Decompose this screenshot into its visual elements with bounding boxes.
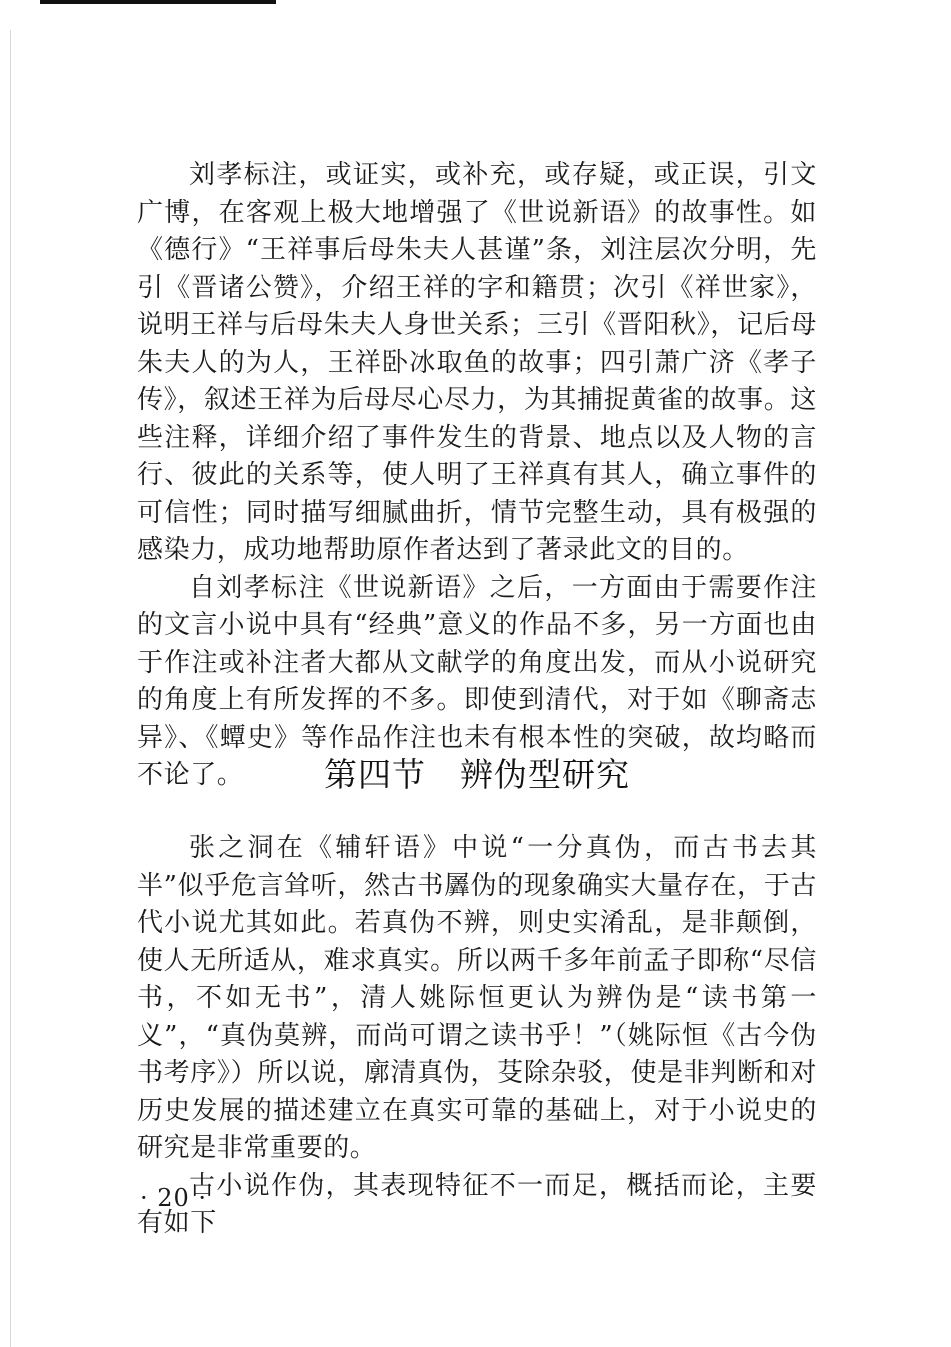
page-number: · 20 · [140,1184,208,1212]
paragraph: 自刘孝标注《世说新语》之后，一方面由于需要作注的文言小说中具有“经典”意义的作品不多，另一方面也由于作注或补注者大都从文献学的角度出发，而从小说研究的角度上有所发挥的不多。即使到清代，对于如《聊斋志异》、《蟫史》等作品作注也未有根本性的突破，故均略而不论了。 [137,572,817,790]
section-heading: 第四节 辨伪型研究 [324,755,630,794]
paragraph: 古小说作伪，其表现特征不一而足，概括而论，主要有如下 [137,1170,817,1238]
paragraph: 刘孝标注，或证实，或补充，或存疑，或正误，引文广博，在客观上极大地增强了《世说新语》的故事性。如《德行》“王祥事后母朱夫人甚谨”条，刘注层次分明，先引《晋诸公赞》，介绍王祥的字和籍贯；次引《祥世家》，说明王祥与后母朱夫人身世关系；三引《晋阳秋》，记后母朱夫人的为人，王祥卧冰取鱼的故事；四引萧广济《孝子传》，叙述王祥为后母尽心尽力，为其捕捉黄雀的故事。这些注释，详细介绍了事件发生的背景、地点以及人物的言行、彼此的关系等，使人明了王祥真有其人，确立事件的可信性；同时描写细腻曲折，情节完整生动，具有极强的感染力，成功地帮助原作者达到了著录此文的目的。 [137,160,817,565]
top-rule [40,0,276,4]
paragraph: 张之洞在《辅轩语》中说“一分真伪，而古书去其半”似乎危言耸听，然古书羼伪的现象确实大量存在，于古代小说尤其如此。若真伪不辨，则史实淆乱，是非颠倒，使人无所适从，难求真实。所以两千多年前孟子即称“尽信书，不如无书”，清人姚际恒更认为辨伪是“读书第一义”，“真伪莫辨，而尚可谓之读书乎！”（姚际恒《古今伪书考序》）所以说，廓清真伪，芟除杂驳，使是非判断和对历史发展的描述建立在真实可靠的基础上，对于小说史的研究是非常重要的。 [137,833,817,1163]
body-text-before-heading [137,157,817,795]
page-edge-line [10,30,11,1347]
body-text-after-heading [137,830,817,1243]
